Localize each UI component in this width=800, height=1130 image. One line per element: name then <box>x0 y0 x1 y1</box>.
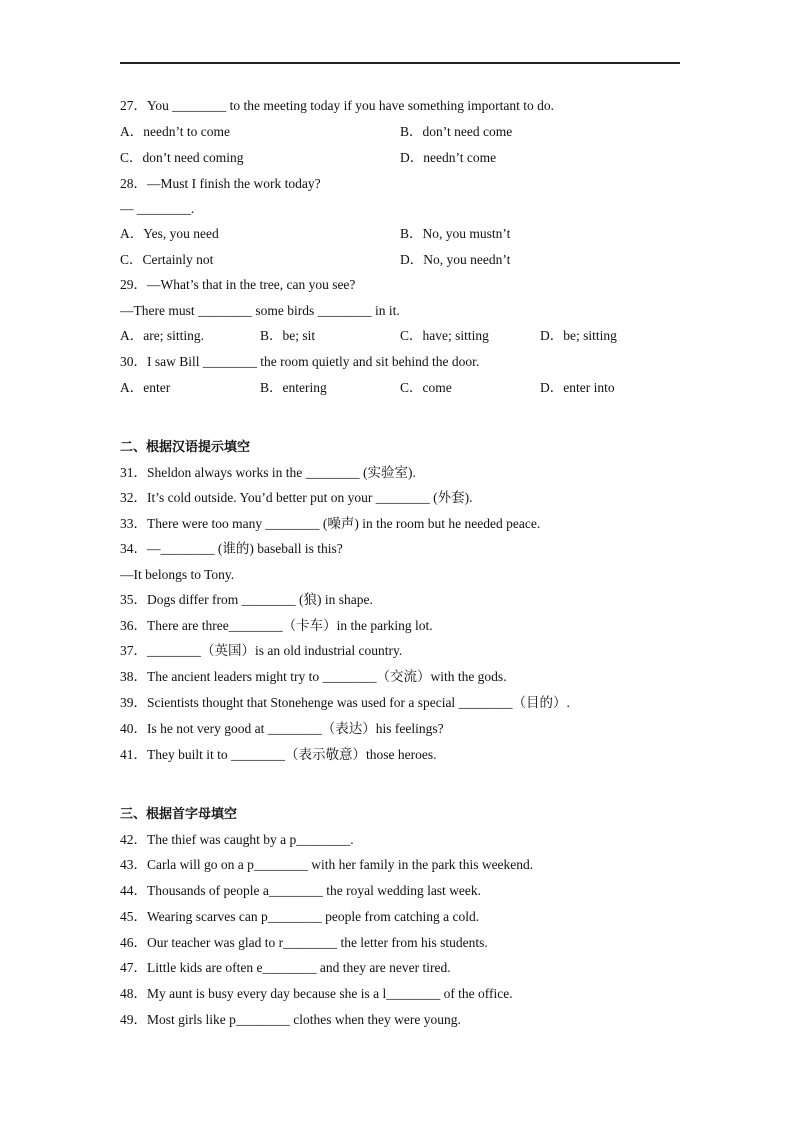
question-31: 31．Sheldon always works in the ________ (实验室). <box>120 465 416 480</box>
question-34: 34．—________ (谁的) baseball is this? <box>120 541 343 556</box>
question-34-reply: —It belongs to Tony. <box>120 567 235 582</box>
question-39: 39．Scientists thought that Stonehenge was used for a special ________（目的）. <box>120 695 570 710</box>
question-29-option-c: C．have; sitting <box>400 328 489 343</box>
question-29-stem: 29．—What’s that in the tree, can you see? <box>120 277 356 292</box>
question-29-option-a: A．are; sitting. <box>120 328 204 343</box>
question-27-stem: 27．You ________ to the meeting today if you have something important to do. <box>120 98 554 113</box>
question-48: 48．My aunt is busy every day because she is a l________ of the office. <box>120 986 513 1001</box>
question-29-reply: —There must ________ some birds ________ in it. <box>120 303 400 318</box>
question-28-stem: 28．—Must I finish the work today? <box>120 176 321 191</box>
question-28-option-a: A．Yes, you need <box>120 226 219 241</box>
question-30-option-c: C．come <box>400 380 452 395</box>
question-46: 46．Our teacher was glad to r________ the letter from his students. <box>120 935 488 950</box>
question-43: 43．Carla will go on a p________ with her family in the park this weekend. <box>120 857 534 872</box>
question-30-stem: 30．I saw Bill ________ the room quietly and sit behind the door. <box>120 354 480 369</box>
section-2-heading: 二、根据汉语提示填空 <box>120 440 251 455</box>
question-28-option-b: B．No, you mustn’t <box>400 226 511 241</box>
question-28-reply: — ________. <box>120 201 195 216</box>
question-30-option-b: B．entering <box>260 380 327 395</box>
question-36: 36．There are three________（卡车）in the parking lot. <box>120 618 433 633</box>
question-47: 47．Little kids are often e________ and they are never tired. <box>120 960 451 975</box>
question-29-option-b: B．be; sit <box>260 328 316 343</box>
question-29-option-d: D．be; sitting <box>540 328 617 343</box>
question-30-option-a: A．enter <box>120 380 171 395</box>
question-49: 49．Most girls like p________ clothes when they were young. <box>120 1012 461 1027</box>
question-27-option-a: A．needn’t to come <box>120 124 230 139</box>
question-40: 40．Is he not very good at ________（表达）his feelings? <box>120 721 444 736</box>
question-28-option-c: C．Certainly not <box>120 252 214 267</box>
question-30-option-d: D．enter into <box>540 380 615 395</box>
question-38: 38．The ancient leaders might try to ________（交流）with the gods. <box>120 669 507 684</box>
section-3-heading: 三、根据首字母填空 <box>120 807 238 822</box>
question-28-option-d: D．No, you needn’t <box>400 252 511 267</box>
question-27-option-b: B．don’t need come <box>400 124 513 139</box>
question-42: 42．The thief was caught by a p________. <box>120 832 354 847</box>
question-41: 41．They built it to ________（表示敬意）those heroes. <box>120 747 437 762</box>
question-33: 33．There were too many ________ (噪声) in the room but he needed peace. <box>120 516 541 531</box>
question-37: 37．________（英国）is an old industrial country. <box>120 643 403 658</box>
question-44: 44．Thousands of people a________ the royal wedding last week. <box>120 883 482 898</box>
question-35: 35．Dogs differ from ________ (狼) in shape. <box>120 592 373 607</box>
question-45: 45．Wearing scarves can p________ people from catching a cold. <box>120 909 480 924</box>
question-27-option-c: C．don’t need coming <box>120 150 244 165</box>
question-27-option-d: D．needn’t come <box>400 150 497 165</box>
question-32: 32．It’s cold outside. You’d better put on your ________ (外套). <box>120 490 473 505</box>
top-rule <box>120 62 680 64</box>
